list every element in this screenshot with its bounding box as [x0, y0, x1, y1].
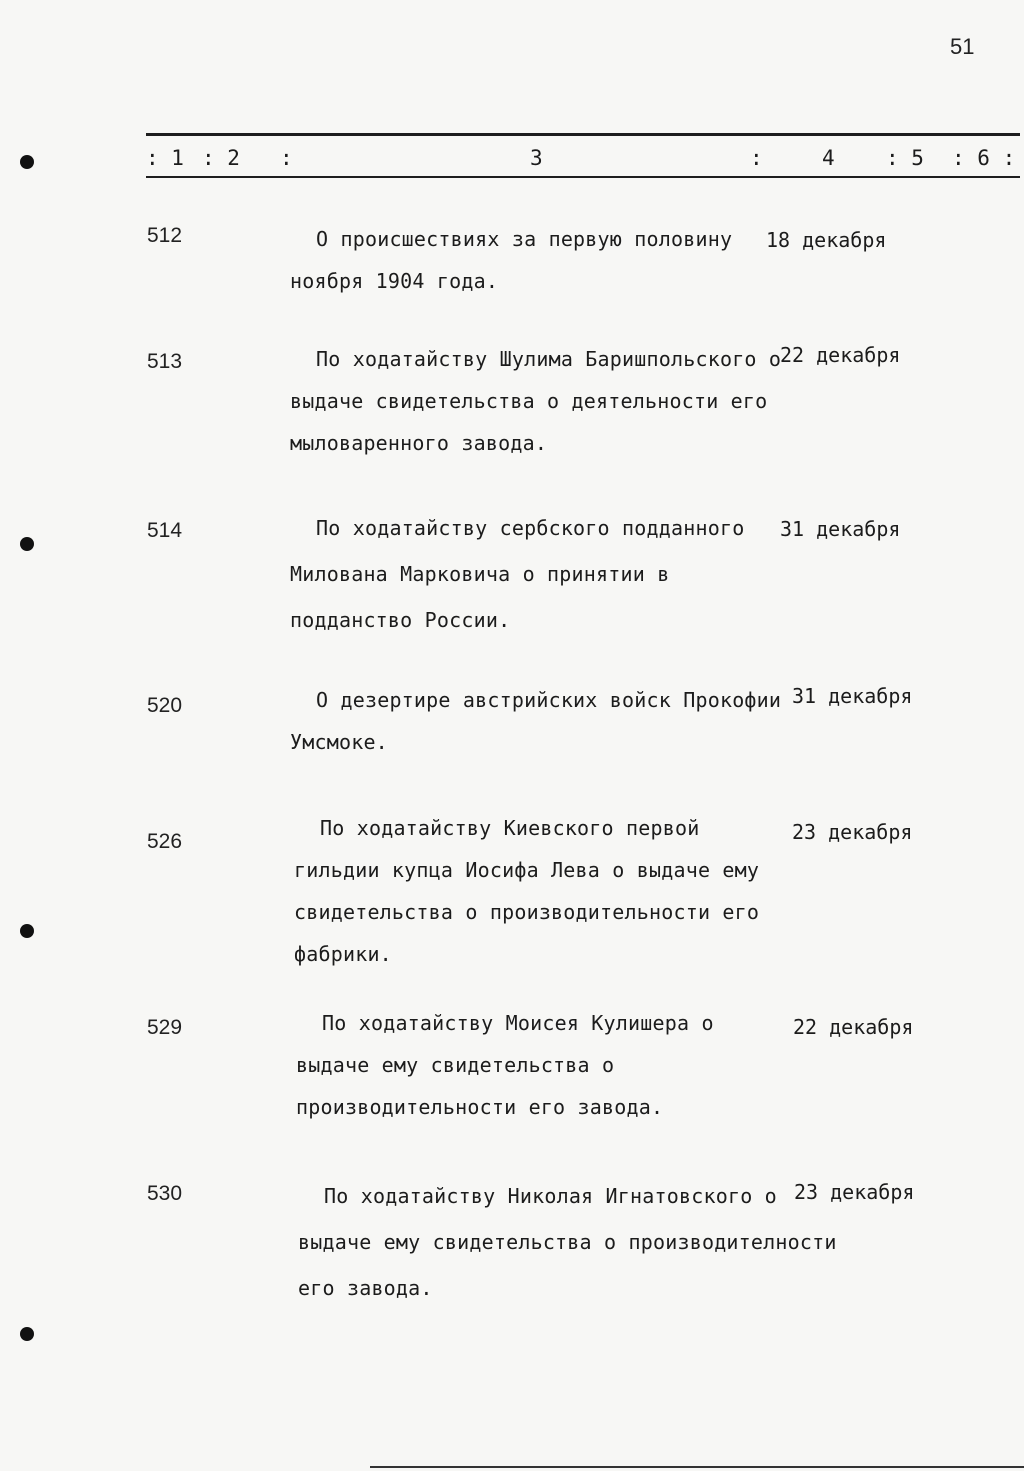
entry-number: 526 — [147, 830, 183, 853]
footer-rule — [370, 1466, 1024, 1468]
header-rule-bottom — [146, 176, 1020, 178]
entry-date: 22 декабря — [780, 343, 901, 367]
entry-date: 23 декабря — [792, 820, 913, 844]
entry-title: По ходатайству Николая Игнатовского о выдаче ему свидетельства о производителности его завода. — [298, 1184, 837, 1300]
entry-date: 31 декабря — [780, 517, 901, 541]
column-header-3: 3 — [530, 146, 543, 170]
entry-date: 18 декабря — [766, 228, 887, 252]
entry-number: 530 — [147, 1182, 183, 1205]
entry-number: 513 — [147, 350, 183, 373]
entry-number: 520 — [147, 694, 183, 717]
entry-number: 514 — [147, 519, 183, 542]
column-header-4: 4 — [822, 146, 835, 170]
entry-date: 23 декабря — [794, 1180, 915, 1204]
column-separator-3-4: : — [750, 146, 763, 170]
entry-title: О дезертире австрийских войск Прокофии Умсмоке. — [290, 688, 782, 754]
binder-hole-4 — [20, 1327, 34, 1341]
column-header-1: : 1 — [146, 146, 184, 170]
entry-title: По ходатайству Шулима Баришпольского о выдаче свидетельства о деятельности его мыловаренного завода. — [290, 347, 782, 455]
entry-date: 31 декабря — [792, 684, 913, 708]
entry-title: По ходатайству сербского подданного Милована Марковича о принятии в подданство России. — [290, 516, 745, 632]
column-header-2: : 2 — [202, 146, 240, 170]
column-separator-2-3: : — [280, 146, 293, 170]
binder-hole-2 — [20, 537, 34, 551]
header-rule-top — [146, 133, 1020, 136]
binder-hole-3 — [20, 924, 34, 938]
column-header-6: : 6 : — [952, 146, 1016, 170]
entry-date: 22 декабря — [793, 1015, 914, 1039]
column-header-row — [0, 146, 1024, 174]
entry-number: 529 — [147, 1016, 183, 1039]
entry-title: По ходатайству Моисея Кулишера о выдаче ему свидетельства о производительности его завода. — [296, 1011, 714, 1119]
column-header-5: : 5 — [886, 146, 924, 170]
page-number: 51 — [950, 34, 975, 59]
entry-number: 512 — [147, 224, 183, 247]
entry-title: О происшествиях за первую половину ноября 1904 года. — [290, 227, 733, 293]
entry-title: По ходатайству Киевского первой гильдии купца Иосифа Лева о выдаче ему свидетельства о производительности его фабрики. — [294, 816, 760, 966]
